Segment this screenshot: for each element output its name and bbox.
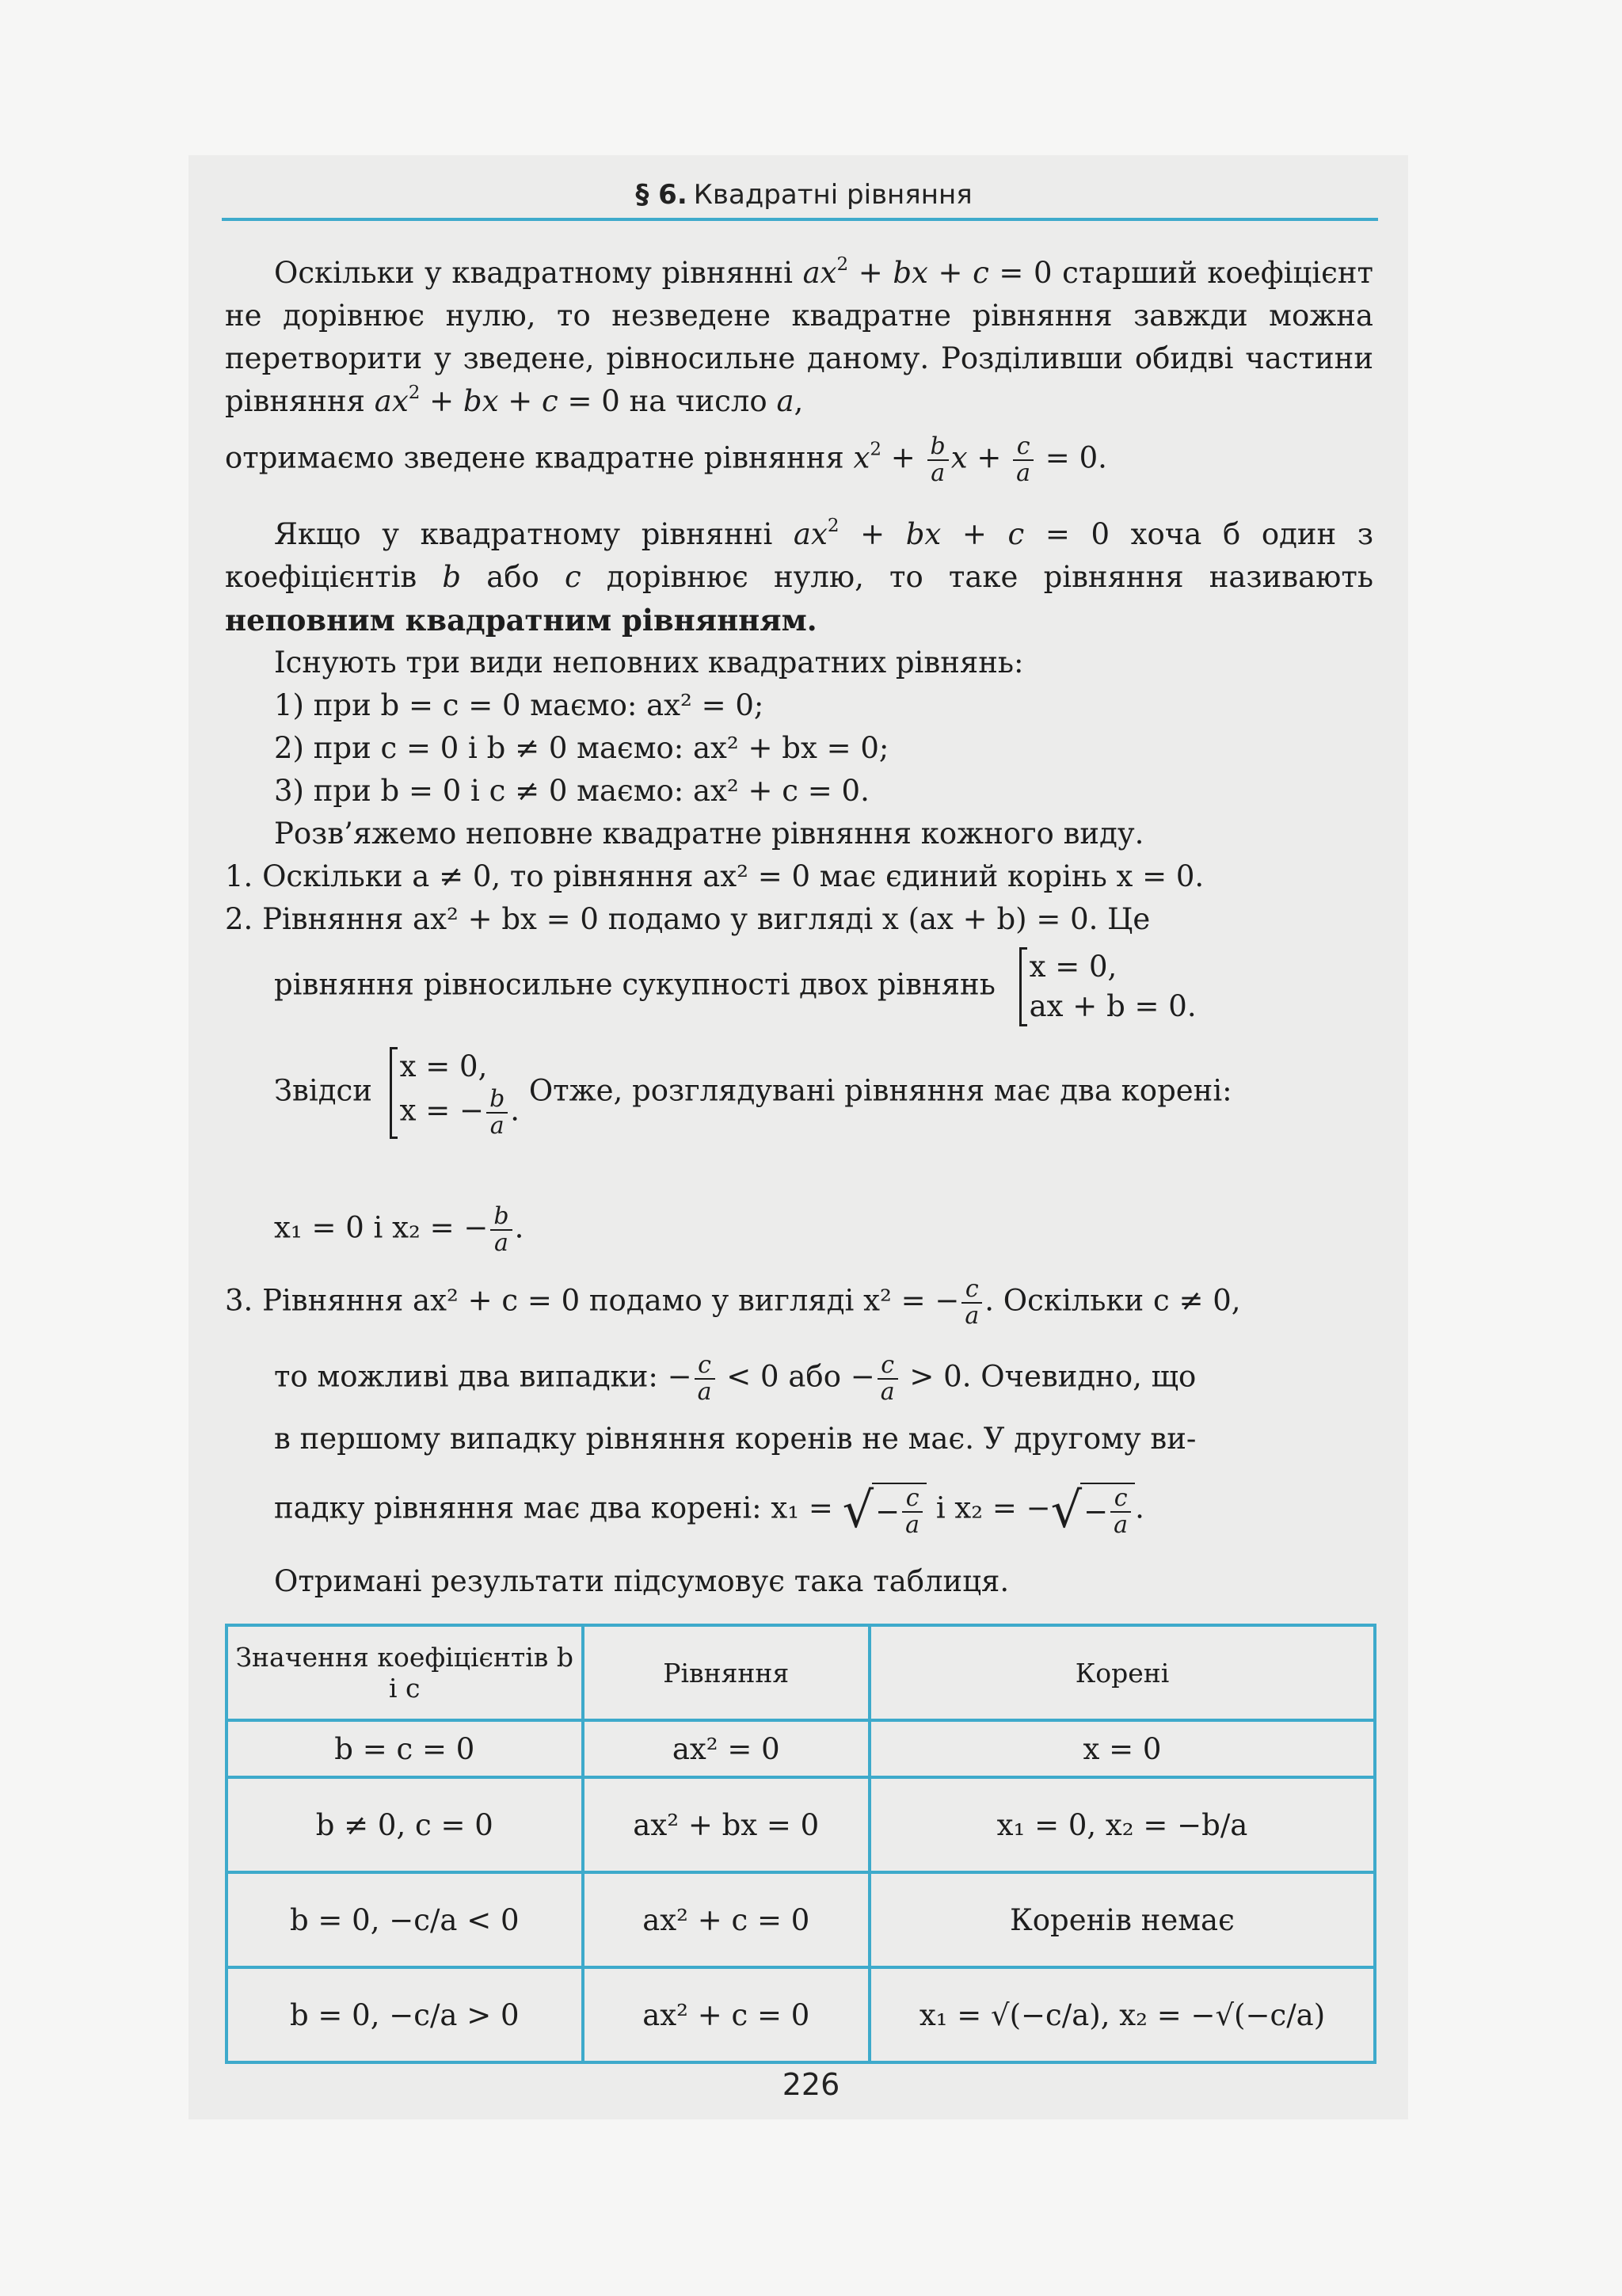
text: < 0 або − (717, 1359, 875, 1394)
case-3-line-2: то можливі два випадки: − $\frac{c}{a}$ < 0 або − $\frac{c}{a}$ > 0. Очевидно, що (274, 1351, 1197, 1406)
text: 3. Рівняння ax² + c = 0 подамо у вигляді x² = − (225, 1283, 960, 1318)
table-cell: x = 0 (870, 1720, 1375, 1777)
case-2-line-2 (274, 947, 1375, 1026)
system-eq: x = 0, (1029, 950, 1118, 984)
table-cell: ax² + c = 0 (583, 1967, 870, 2062)
text: x = − (399, 1093, 485, 1128)
paragraph-reduction: Оскільки у квадратному рівнянні $ax^2$ + bx + c = 0 старший коефіцієнт не дорівнює нулю, то незведене квадратне рівняння завжди можна перетворити у зведене, рівносильне даному. Розділивши обидві частини рівняння $ax^2$ + bx + c = 0 на число a, (225, 254, 1373, 418)
page-number: 226 (782, 2067, 840, 2102)
table-row (227, 1777, 1375, 1872)
case-3-line-1: 3. Рівняння ax² + c = 0 подамо у вигляді x² = − $\frac{c}{a}$ . Оскільки c ≠ 0, (225, 1275, 1241, 1330)
text: хоча б один з коефіцієнтів (225, 517, 1374, 594)
case-1: 1. Оскільки a ≠ 0, то рівняння ax² = 0 має єдиний корінь x = 0. (225, 859, 1205, 893)
table-row (227, 1967, 1375, 2062)
text: або (461, 560, 565, 594)
text: рівняння рівносильне сукупності двох рівнянь (274, 967, 996, 1002)
table-cell: x₁ = 0, x₂ = −b/a (870, 1777, 1375, 1872)
table-cell: b = 0, −c/a > 0 (227, 1967, 583, 2062)
kind-3: 3) при b = 0 і c ≠ 0 маємо: ax² + c = 0. (274, 774, 870, 808)
text: і x₂ = − (935, 1491, 1051, 1525)
case-2-hence (274, 1047, 1375, 1139)
table-cell: ax² + bx = 0 (583, 1777, 870, 1872)
text: > 0. Очевидно, що (900, 1359, 1197, 1394)
summary-line: Отримані результати підсумовує така таблиця. (274, 1564, 1010, 1598)
text: . Оскільки c ≠ 0, (984, 1283, 1241, 1318)
text: Отже, розглядувані рівняння має два корені: (528, 1073, 1232, 1108)
case-2-roots: x₁ = 0 і x₂ = − $\frac{b}{a}$ . (274, 1202, 524, 1257)
term-incomplete-quadratic: неповним квадратним рівнянням. (225, 603, 817, 638)
case-3-line-3: в першому випадку рівняння коренів не має. У другому ви- (274, 1422, 1197, 1456)
text: на число (619, 384, 777, 418)
case-2-line-1: 2. Рівняння ax² + bx = 0 подамо у вигляді x (ax + b) = 0. Це (225, 902, 1151, 936)
system-eq: ax + b = 0. (1029, 989, 1197, 1023)
text: Звідси (274, 1073, 372, 1108)
table-cell: ax² + c = 0 (583, 1872, 870, 1967)
text: то можливі два випадки: − (274, 1359, 692, 1394)
table-row (227, 1872, 1375, 1967)
column-header: Рівняння (583, 1625, 870, 1720)
table-row (227, 1720, 1375, 1777)
system-eq: x = 0, (399, 1049, 488, 1083)
reduced-equation-line: отримаємо зведене квадратне рівняння $x^2$ + $\frac{b}{a}$ x + $\frac{c}{a}$ = 0. (225, 432, 1107, 487)
header-rule (222, 218, 1378, 221)
running-head (222, 179, 1386, 211)
system-eq: x = − $\frac{b}{a}$ . (399, 1085, 520, 1140)
text: падку рівняння має два корені: x₁ = (274, 1491, 833, 1525)
text: отримаємо зведене квадратне рівняння (225, 440, 854, 475)
kind-1: 1) при b = c = 0 маємо: ax² = 0; (274, 688, 764, 722)
system-bracket-1 (1019, 947, 1197, 1026)
kind-2: 2) при c = 0 і b ≠ 0 маємо: ax² + bx = 0; (274, 731, 889, 765)
table-cell: b = c = 0 (227, 1720, 583, 1777)
text: Якщо у квадратному рівнянні (274, 517, 794, 551)
system-bracket-2 (390, 1047, 520, 1139)
table-cell: Коренів немає (870, 1872, 1375, 1967)
solve-intro: Розв’яжемо неповне квадратне рівняння кожного виду. (274, 817, 1144, 851)
table-cell: b ≠ 0, c = 0 (227, 1777, 583, 1872)
summary-table (225, 1624, 1376, 2064)
table-cell: x₁ = √(−c/a), x₂ = −√(−c/a) (870, 1967, 1375, 2062)
text: Оскільки у квадратному рівнянні (274, 256, 803, 290)
section-number: § 6. (635, 179, 687, 211)
paragraph-incomplete-definition: Якщо у квадратному рівнянні $ax^2$ + bx + c = 0 хоча б один з коефіцієнтів b або c дорівнює нулю, то таке рівняння називають неповним квадратним рівнянням. (225, 516, 1374, 638)
text: x₁ = 0 і x₂ = − (274, 1210, 489, 1245)
table-cell: ax² = 0 (583, 1720, 870, 1777)
text: старший коефіцієнт не дорівнює нулю, то незведене квадратне рівняння завжди можна перетворити у зведене, рівносильне даному. Розділивши обидві частини рівняння (225, 256, 1373, 418)
column-header: Значення коефіцієнтів b і c (227, 1625, 583, 1720)
case-3-line-4: падку рівняння має два корені: x₁ = √ − $\frac{c}{a}$ і x₂ = − √ − $\frac{c}{a}$ . (274, 1481, 1144, 1539)
column-header: Корені (870, 1625, 1375, 1720)
table-cell: b = 0, −c/a < 0 (227, 1872, 583, 1967)
section-title: Квадратні рівняння (693, 179, 973, 211)
text: дорівнює нулю, то таке рівняння називають (581, 560, 1373, 594)
kinds-intro: Існують три види неповних квадратних рівнянь: (274, 645, 1024, 680)
